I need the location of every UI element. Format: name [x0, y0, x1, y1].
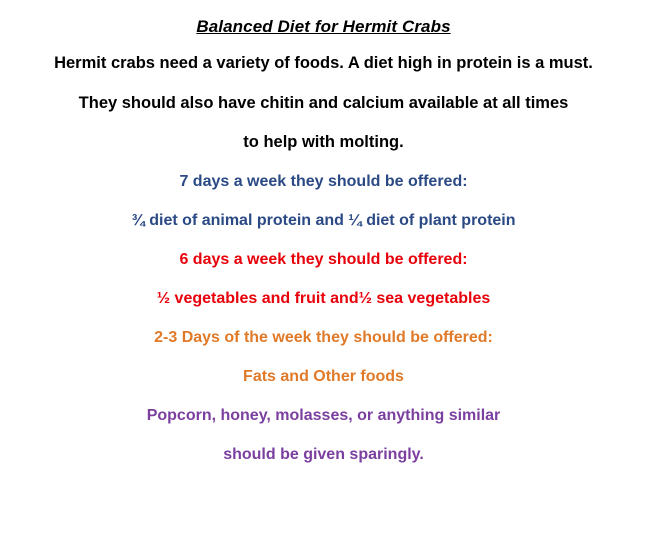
section-heading-sparingly: Popcorn, honey, molasses, or anything similar	[146, 406, 501, 424]
intro-line-1: Hermit crabs need a variety of foods. A diet high in protein is a must.	[54, 54, 593, 72]
section-heading-2-3-days: 2-3 Days of the week they should be offered:	[154, 328, 493, 346]
section-detail-sparingly: should be given sparingly.	[223, 445, 424, 463]
intro-line-2: They should also have chitin and calcium available at all times	[78, 93, 569, 112]
document-title: Balanced Diet for Hermit Crabs	[196, 17, 451, 36]
intro-line-3: to help with molting.	[243, 133, 404, 151]
section-heading-7-days: 7 days a week they should be offered:	[179, 172, 468, 190]
section-detail-7-days: ¾ diet of animal protein and ¼ diet of plant protein	[131, 211, 516, 229]
section-detail-2-3-days: Fats and Other foods	[243, 367, 404, 385]
section-detail-6-days: ½ vegetables and fruit and½ sea vegetables	[156, 289, 491, 307]
section-heading-6-days: 6 days a week they should be offered:	[179, 250, 468, 268]
